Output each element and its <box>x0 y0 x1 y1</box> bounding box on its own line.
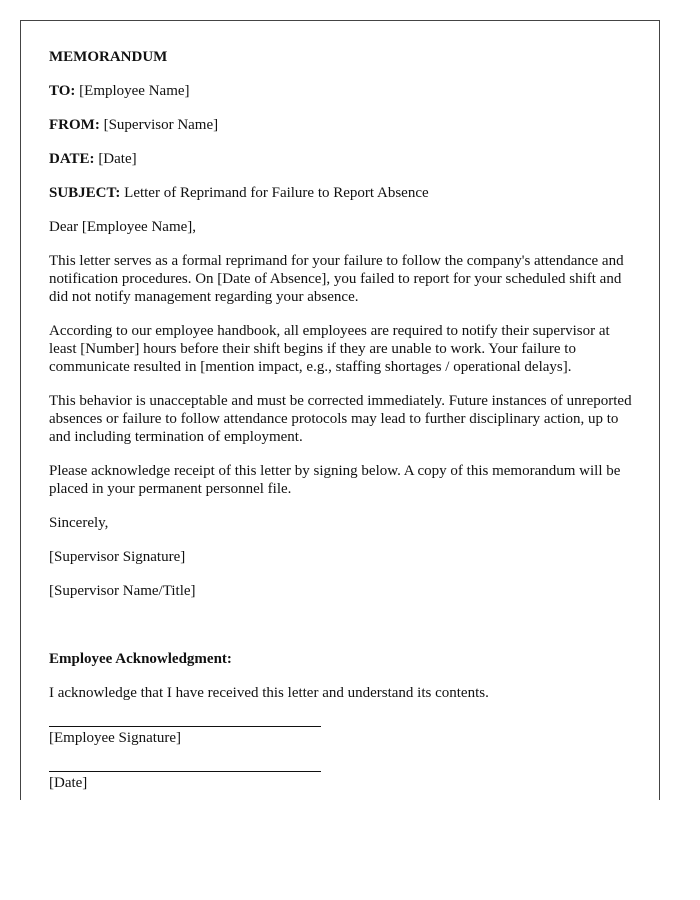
date-label: DATE: <box>49 151 95 167</box>
subject-line <box>49 184 639 202</box>
closing: Sincerely, <box>49 515 109 531</box>
to-line <box>49 82 639 100</box>
date-value: [Date] <box>98 151 137 167</box>
acknowledgment-heading: Employee Acknowledgment: <box>49 651 232 667</box>
memo-document <box>20 20 660 800</box>
subject-value: Letter of Reprimand for Failure to Report Absence <box>124 185 429 201</box>
body-paragraph-2: According to our employee handbook, all employees are required to notify their supervisor at least [Number] hours before their shift begins if they are unable to work. Your failure to communicate resulted in [mention impact, e.g., staffing shortages / operational delays]. <box>49 323 610 375</box>
date-line <box>49 150 639 168</box>
salutation: Dear [Employee Name], <box>49 219 197 235</box>
from-label: FROM: <box>49 117 100 133</box>
supervisor-name-title-placeholder: [Supervisor Name/Title] <box>49 583 196 599</box>
date-signature-line <box>49 771 321 772</box>
employee-signature-label: [Employee Signature] <box>49 730 182 746</box>
employee-signature-line <box>49 726 321 727</box>
body-paragraph-1: This letter serves as a formal reprimand for your failure to follow the company's attendance and notification procedures. On [Date of Absence], you failed to report for your scheduled shift and did not notify management regarding your absence. <box>49 253 624 305</box>
body-paragraph-4: Please acknowledge receipt of this letter by signing below. A copy of this memorandum will be placed in your permanent personnel file. <box>49 463 621 497</box>
subject-label: SUBJECT: <box>49 185 121 201</box>
section-spacer <box>49 616 639 650</box>
supervisor-signature-placeholder: [Supervisor Signature] <box>49 549 186 565</box>
date-signature-block <box>49 771 639 792</box>
employee-signature-block <box>49 726 639 747</box>
to-label: TO: <box>49 83 76 99</box>
from-value: [Supervisor Name] <box>103 117 219 133</box>
body-paragraph-3: This behavior is unacceptable and must be corrected immediately. Future instances of unreported absences or failure to follow attendance protocols may lead to further disciplinary action, up to and including termination of employment. <box>49 393 632 445</box>
to-value: [Employee Name] <box>79 83 190 99</box>
memo-content <box>49 48 639 792</box>
date-signature-label: [Date] <box>49 775 88 791</box>
from-line <box>49 116 639 134</box>
acknowledgment-statement: I acknowledge that I have received this letter and understand its contents. <box>49 685 489 701</box>
memo-title: MEMORANDUM <box>49 49 168 65</box>
